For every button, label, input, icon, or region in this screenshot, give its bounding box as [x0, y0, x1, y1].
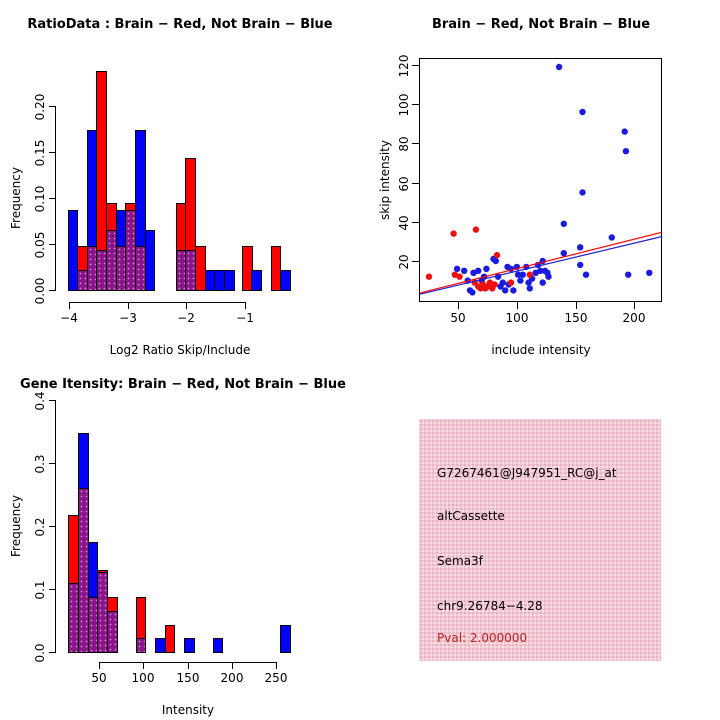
hist-bar-blue: [224, 270, 235, 291]
y-tick-label: 0.0: [33, 643, 47, 663]
hist-bar-blue: [213, 638, 223, 653]
chart-title: Brain − Red, Not Brain − Blue: [431, 17, 651, 32]
panel-scatter: [360, 0, 720, 360]
x-tick-mark: [128, 302, 129, 309]
y-axis-line: [55, 400, 56, 653]
x-tick-label: 200: [622, 311, 646, 325]
hist-bar-blue: [184, 638, 195, 653]
x-tick-label: 150: [176, 671, 200, 685]
y-axis-label: Frequency: [9, 495, 23, 557]
y-tick-label: 120: [397, 54, 411, 78]
y-tick-mark: [412, 104, 419, 105]
x-tick-mark: [576, 302, 577, 309]
y-tick-label: 80: [397, 136, 411, 152]
x-tick-mark: [99, 662, 100, 669]
panel-info: [360, 360, 720, 720]
x-tick-label: −2: [177, 311, 195, 325]
y-tick-label: 0.05: [33, 231, 47, 259]
chart-title: Gene Itensity: Brain − Red, Not Brain − Blue: [20, 377, 346, 392]
x-tick-mark: [458, 302, 459, 309]
x-tick-label: −1: [236, 311, 254, 325]
x-tick-mark: [276, 662, 277, 669]
y-axis-line: [55, 106, 56, 291]
info-line: altCassette: [437, 509, 505, 523]
x-tick-mark: [186, 302, 187, 309]
x-tick-label: 50: [91, 671, 107, 685]
x-tick-label: 250: [264, 671, 288, 685]
hist-bar-blue: [280, 625, 291, 653]
info-line: chr9.26784−4.28: [437, 599, 543, 613]
info-line: Sema3f: [437, 554, 483, 568]
y-tick-label: 60: [397, 176, 411, 192]
panel-ratio-histogram: [0, 0, 360, 360]
info-line: G7267461@J947951_RC@j_at: [437, 466, 617, 480]
x-tick-mark: [517, 302, 518, 309]
y-tick-label: 0.20: [33, 93, 47, 121]
x-axis-label: Intensity: [161, 703, 215, 717]
chart-title: RatioData : Brain − Red, Not Brain − Blue: [27, 17, 333, 32]
y-axis-label: Frequency: [9, 167, 23, 229]
y-tick-mark: [412, 143, 419, 144]
x-tick-label: 100: [505, 311, 529, 325]
x-axis-label: include intensity: [491, 343, 591, 357]
y-tick-label: 40: [397, 215, 411, 231]
y-axis-label: skip intensity: [378, 140, 392, 220]
y-tick-mark: [412, 261, 419, 262]
x-tick-mark: [245, 302, 246, 309]
info-background: [419, 419, 661, 661]
y-tick-label: 0.15: [33, 139, 47, 167]
y-tick-label: 0.4: [33, 391, 47, 411]
x-tick-mark: [232, 662, 233, 669]
hist-bar-overlap: [107, 611, 118, 653]
y-tick-label: 20: [397, 254, 411, 270]
hist-bar-blue: [280, 270, 291, 291]
panel-gene-histogram: [0, 360, 360, 720]
x-tick-label: 100: [131, 671, 155, 685]
x-tick-mark: [69, 302, 70, 309]
y-tick-label: 0.10: [33, 185, 47, 213]
info-line-pval: Pval: 2.000000: [437, 631, 528, 645]
y-tick-mark: [412, 65, 419, 66]
x-axis-line: [99, 662, 277, 663]
y-tick-label: 0.2: [33, 517, 47, 537]
hist-bar-blue: [145, 230, 155, 291]
y-tick-mark: [412, 183, 419, 184]
x-tick-label: −3: [119, 311, 137, 325]
y-tick-mark: [412, 222, 419, 223]
x-axis-line: [69, 302, 246, 303]
y-tick-label: 0.00: [33, 277, 47, 305]
plot-box: [419, 58, 662, 302]
x-tick-label: 200: [220, 671, 244, 685]
x-tick-label: 150: [564, 311, 588, 325]
x-tick-mark: [188, 662, 189, 669]
hist-bar-blue: [251, 270, 262, 291]
x-tick-label: 50: [450, 311, 466, 325]
y-tick-label: 0.3: [33, 454, 47, 474]
x-axis-label: Log2 Ratio Skip/Include: [109, 343, 251, 357]
x-tick-label: −4: [60, 311, 78, 325]
x-tick-mark: [143, 662, 144, 669]
y-tick-label: 100: [397, 93, 411, 117]
y-tick-label: 0.1: [33, 580, 47, 600]
hist-bar-overlap: [136, 638, 146, 653]
hist-bar-red: [165, 625, 175, 653]
x-tick-mark: [634, 302, 635, 309]
